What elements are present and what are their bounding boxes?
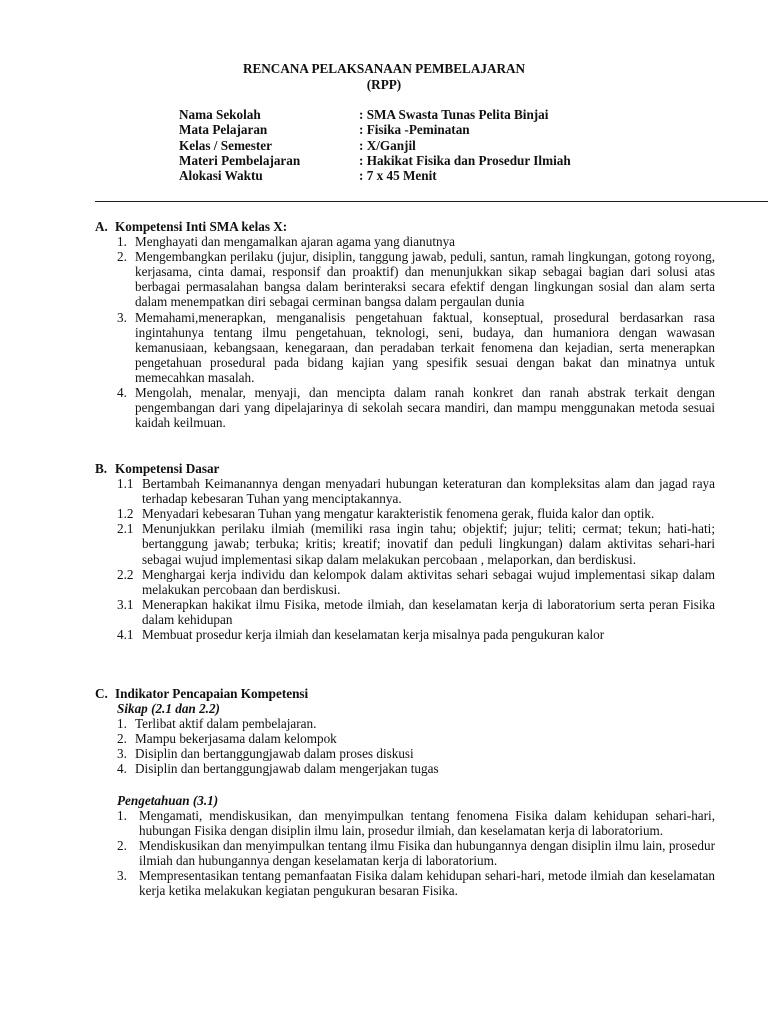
item-text: Mendiskusikan dan menyimpulkan tentang ilmu Fisika dan hubungannya dengan disiplin ilmu lain, prosedur ilmiah dan hubungannya dengan keselamatan kerja di laboratorium. bbox=[139, 837, 715, 868]
identity-row bbox=[179, 122, 571, 137]
item-number: 1. bbox=[117, 716, 127, 732]
identity-label: Kelas / Semester bbox=[179, 137, 273, 153]
section-letter: A. bbox=[95, 219, 108, 234]
item-text: Menerapkan hakikat ilmu Fisika, metode ilmiah, dan keselamatan kerja di laboratorium serta peran Fisika dalam kehidupan bbox=[142, 596, 715, 627]
identity-row bbox=[179, 107, 571, 122]
item-text: Mengamati, mendiskusikan, dan menyimpulkan tentang fenomena Fisika dalam kehidupan sehari-hari, hubungan Fisika dengan disiplin ilmu lain, prosedur ilmiah, dan keselamatan kerja di laboratorium. bbox=[139, 807, 715, 838]
list-item bbox=[117, 310, 715, 385]
title-main: RENCANA PELAKSANAAN PEMBELAJARAN bbox=[242, 61, 526, 76]
item-number: 1.2 bbox=[117, 506, 134, 522]
item-text: Disiplin dan bertanggungjawab dalam proses diskusi bbox=[135, 746, 414, 762]
identity-row bbox=[179, 138, 571, 153]
identity-row bbox=[179, 168, 571, 183]
section-kompetensi-dasar bbox=[95, 461, 715, 642]
item-number: 3. bbox=[117, 746, 127, 762]
list-item bbox=[117, 627, 715, 642]
list-item bbox=[117, 868, 715, 898]
item-number: 3.1 bbox=[117, 596, 134, 612]
identity-block bbox=[179, 107, 571, 183]
list-item bbox=[117, 746, 715, 761]
list-item bbox=[117, 808, 715, 838]
identity-value: : X/Ganjil bbox=[359, 137, 416, 153]
item-text: Menghargai kerja individu dan kelompok dalam aktivitas sehari sebagai wujud implementasi sikap dalam melakukan percobaan dan berdiskusi. bbox=[142, 566, 715, 597]
divider-line bbox=[95, 201, 768, 202]
document-title bbox=[0, 61, 768, 93]
section-letter: C. bbox=[95, 686, 108, 701]
item-text: Menyadari kebesaran Tuhan yang mengatur karakteristik fenomena gerak, fluida kalor dan optik. bbox=[142, 506, 655, 522]
list-item bbox=[117, 476, 715, 506]
item-number: 1.1 bbox=[117, 476, 134, 492]
section-letter: B. bbox=[95, 461, 108, 476]
list-item bbox=[117, 234, 715, 249]
list-item bbox=[117, 597, 715, 627]
item-text: Bertambah Keimanannya dengan menyadari hubungan keteraturan dan kompleksitas alam dan jagad raya terhadap kebesaran Tuhan yang menciptakannya. bbox=[142, 476, 715, 507]
item-text: Terlibat aktif dalam pembelajaran. bbox=[135, 716, 317, 732]
item-text: Mengolah, menalar, menyaji, dan mencipta dalam ranah konkret dan ranah abstrak terkait dengan pengembangan dari yang dipelajarinya di sekolah secara mandiri, dan mampu menggunakan metoda sesuai kaidah keilmuan. bbox=[135, 385, 715, 431]
item-text: Mengembangkan perilaku (jujur, disiplin, tanggung jawab, peduli, santun, ramah lingkungan, gotong royong, kerjasama, cinta damai, responsif dan proaktif) dan menunjukkan sikap sebagai bagian dari solusi atas berbagai permasalahan bangsa dalam berinteraksi secara efektif dengan lingkungan sosial dan alam serta dalam menempatkan diri sebagai cerminan bangsa dalam pergaulan dunia bbox=[135, 249, 715, 310]
item-text: Memahami,menerapkan, menganalisis pengetahuan faktual, konseptual, prosedural berdasarkan rasa ingintahunya tentang ilmu pengetahuan, teknologi, seni, budaya, dan humaniora dengan wawasan kemanusiaan, kebangsaan, kenegaraan, dan peradaban terkait fenomena dan kejadian, serta menerapkan pengetahuan prosedural pada bidang kajian yang spesifik sesuai dengan bakat dan minatnya untuk memecahkan masalah. bbox=[135, 309, 715, 385]
title-sub: (RPP) bbox=[366, 77, 402, 92]
section-heading bbox=[95, 461, 715, 476]
identity-label: Mata Pelajaran bbox=[179, 122, 268, 138]
identity-value: : Fisika -Peminatan bbox=[359, 122, 470, 138]
item-text: Mampu bekerjasama dalam kelompok bbox=[135, 731, 337, 747]
section-list bbox=[95, 476, 715, 642]
sikap-block bbox=[95, 701, 715, 776]
identity-row bbox=[179, 153, 571, 168]
list-item bbox=[117, 249, 715, 309]
identity-label: Alokasi Waktu bbox=[179, 168, 263, 184]
item-number: 1. bbox=[117, 234, 127, 250]
item-text: Disiplin dan bertanggungjawab dalam mengerjakan tugas bbox=[135, 761, 439, 777]
list-item bbox=[117, 506, 715, 521]
section-title: Kompetensi Inti SMA kelas X: bbox=[115, 219, 288, 234]
identity-label: Nama Sekolah bbox=[179, 107, 261, 122]
item-number: 3. bbox=[117, 309, 127, 325]
section-list bbox=[95, 234, 715, 430]
subsection-heading: Sikap (2.1 dan 2.2) bbox=[117, 701, 220, 717]
identity-value: : Hakikat Fisika dan Prosedur Ilmiah bbox=[359, 152, 571, 168]
section-indikator bbox=[95, 686, 715, 898]
list-item bbox=[117, 567, 715, 597]
identity-value: : 7 x 45 Menit bbox=[359, 168, 437, 184]
section-heading bbox=[95, 686, 715, 701]
section-title: Indikator Pencapaian Kompetensi bbox=[115, 686, 309, 701]
item-number: 2.2 bbox=[117, 566, 134, 582]
item-number: 4. bbox=[117, 761, 127, 777]
item-number: 1. bbox=[117, 807, 127, 823]
item-text: Membuat prosedur kerja ilmiah dan keselamatan kerja misalnya pada pengukuran kalor bbox=[142, 627, 605, 643]
item-number: 2. bbox=[117, 249, 127, 265]
section-title: Kompetensi Dasar bbox=[115, 461, 220, 476]
list-item bbox=[117, 838, 715, 868]
item-number: 2. bbox=[117, 837, 127, 853]
list-item bbox=[117, 521, 715, 566]
identity-value: : SMA Swasta Tunas Pelita Binjai bbox=[359, 107, 549, 122]
item-number: 3. bbox=[117, 868, 127, 884]
section-heading bbox=[95, 219, 715, 234]
list-item bbox=[117, 385, 715, 430]
item-number: 2. bbox=[117, 731, 127, 747]
item-text: Menunjukkan perilaku ilmiah (memiliki rasa ingin tahu; objektif; jujur; teliti; cermat; tekun; hati-hati; bertanggung jawab; terbuka; kritis; kreatif; inovatif dan peduli lingkungan) dalam aktivitas sehari-hari sebagai wujud implementasi sikap dalam melakukan percobaan , melaporkan, dan berdiskusi. bbox=[142, 521, 715, 567]
item-number: 4. bbox=[117, 385, 127, 401]
subsection-heading: Pengetahuan (3.1) bbox=[117, 792, 219, 808]
pengetahuan-block bbox=[95, 793, 715, 899]
item-number: 2.1 bbox=[117, 521, 134, 537]
item-number: 4.1 bbox=[117, 627, 134, 643]
list-item bbox=[117, 761, 715, 776]
item-text: Mempresentasikan tentang pemanfaatan Fisika dalam kehidupan sehari-hari, metode ilmiah dan keselamatan kerja ketika melakukan kegiatan pengukuran besaran Fisika. bbox=[139, 868, 715, 899]
identity-label: Materi Pembelajaran bbox=[179, 152, 301, 168]
list-item bbox=[117, 716, 715, 731]
item-text: Menghayati dan mengamalkan ajaran agama yang dianutnya bbox=[135, 234, 456, 250]
section-kompetensi-inti bbox=[95, 219, 715, 430]
list-item bbox=[117, 731, 715, 746]
